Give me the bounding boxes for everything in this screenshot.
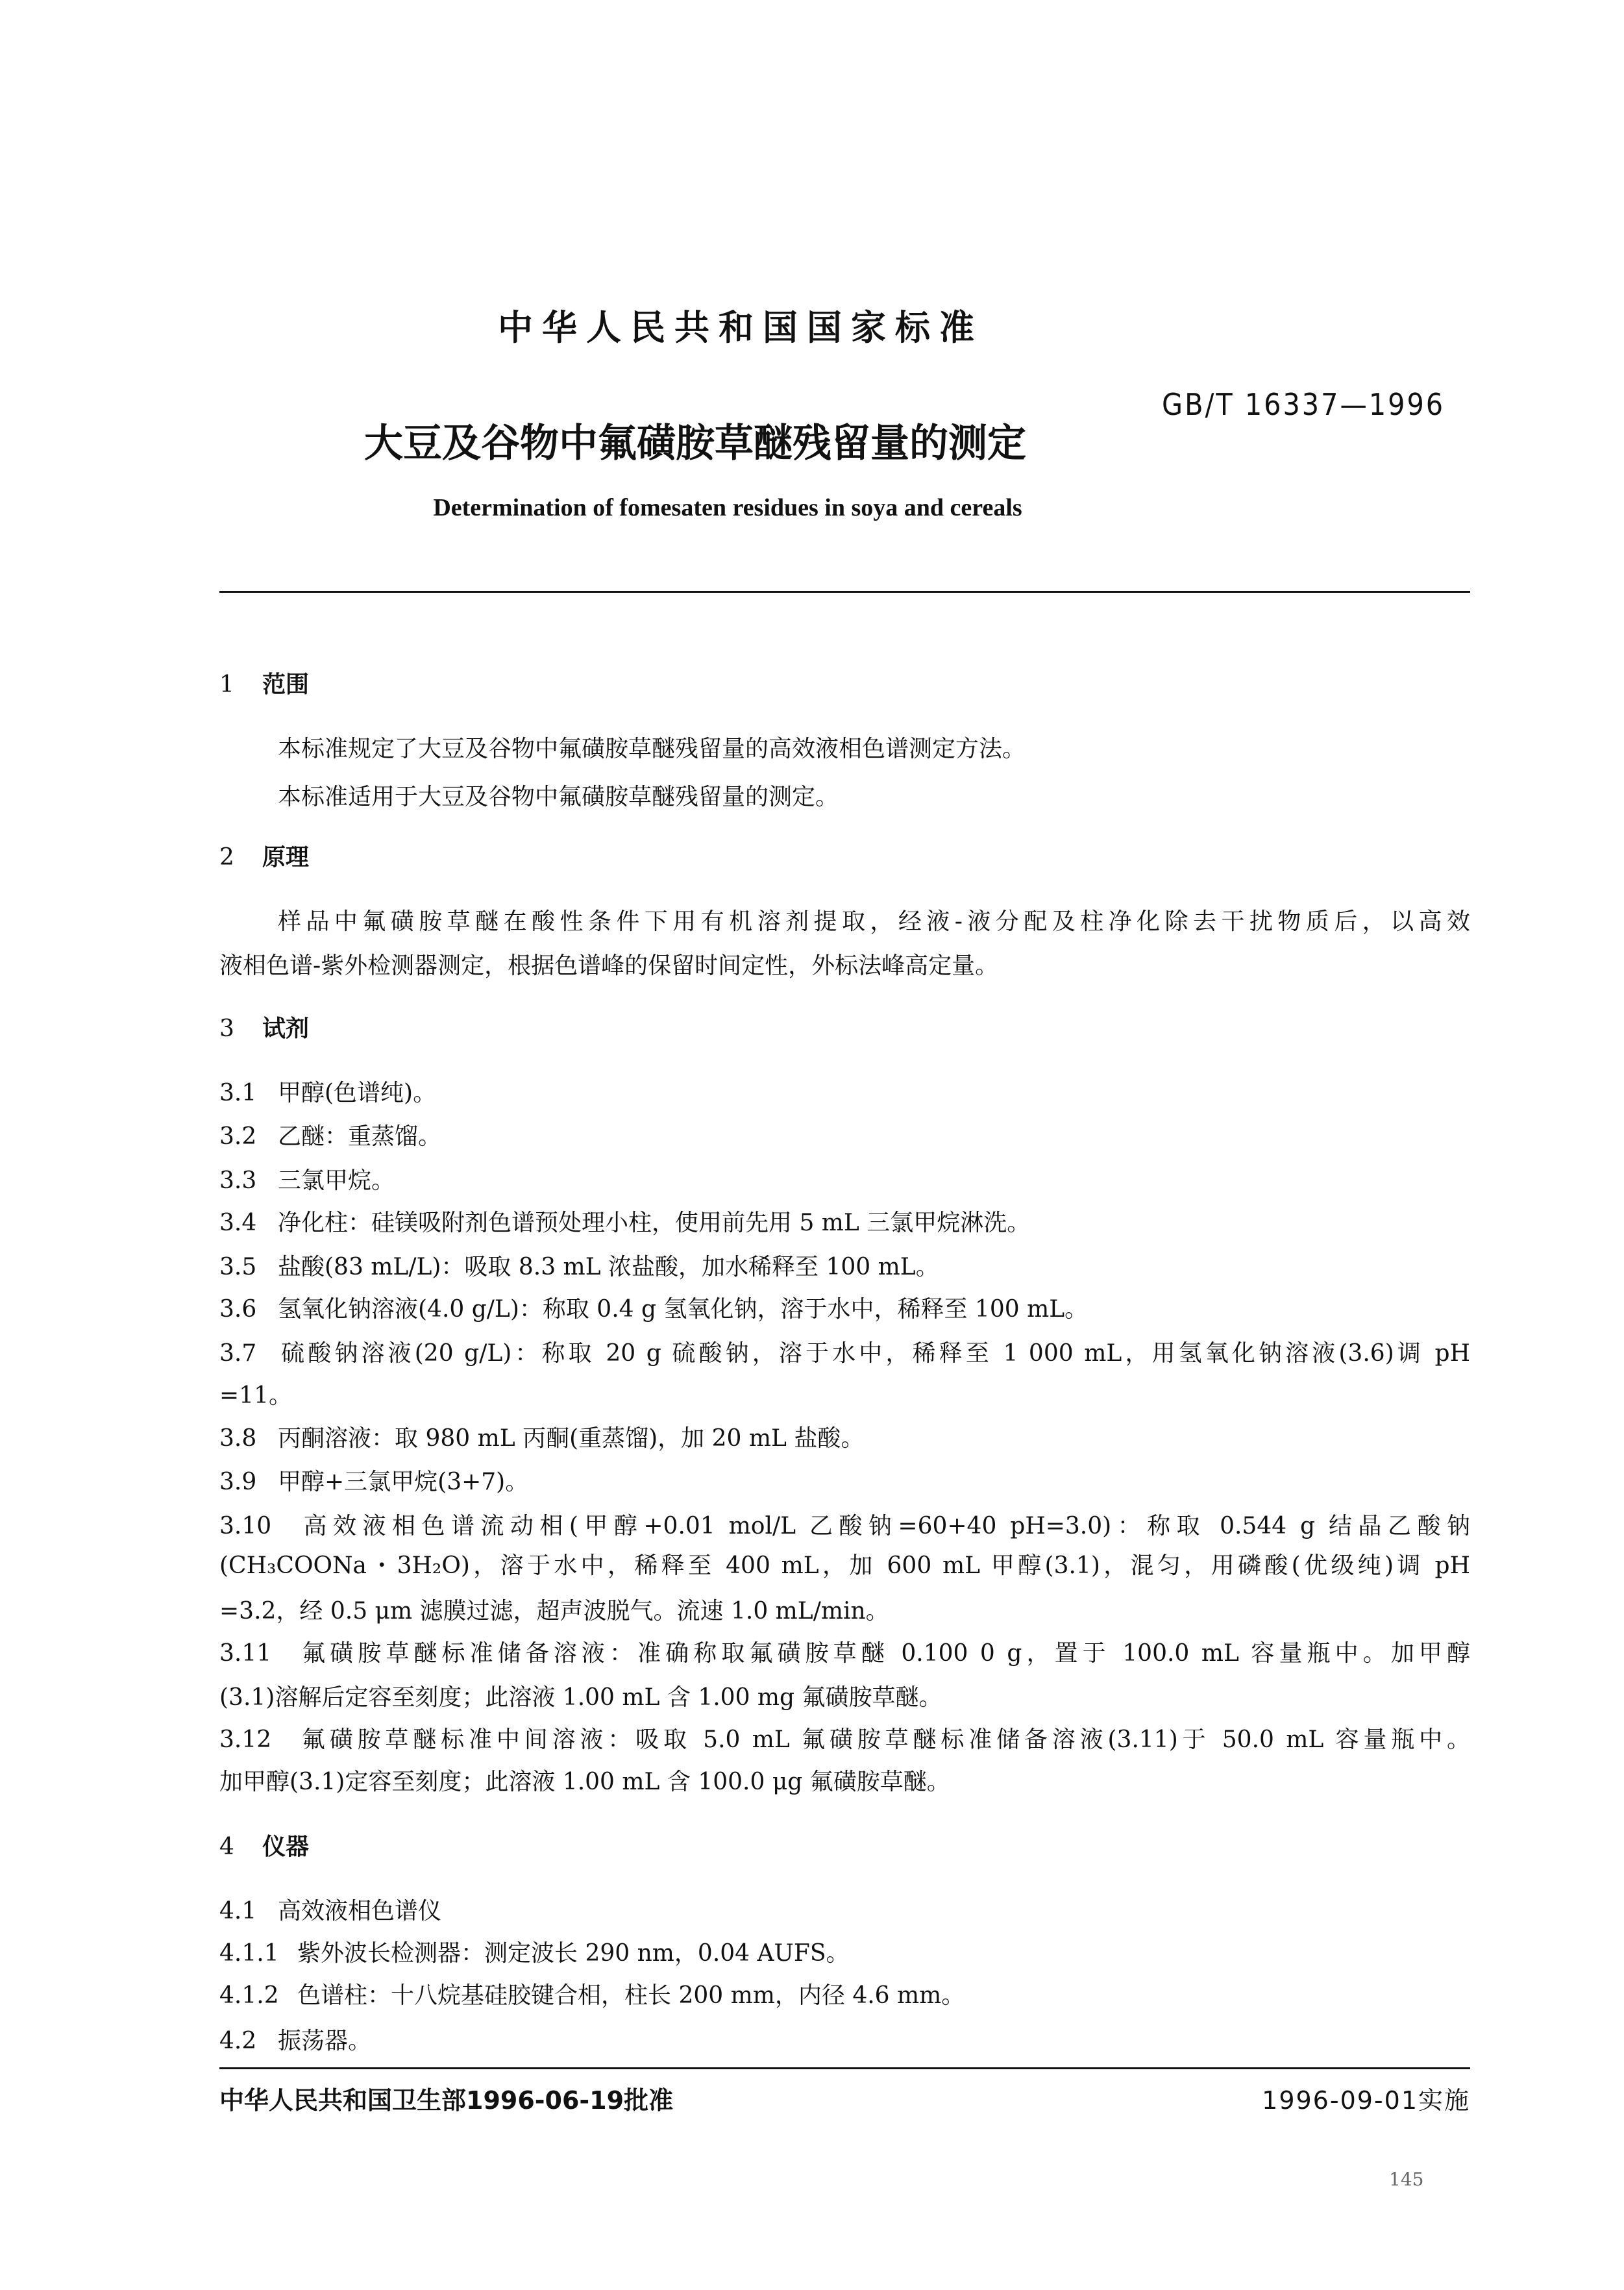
approval-line: 中华人民共和国卫生部1996-06-19批准 [219,2086,674,2115]
list-item [219,1468,528,1497]
item-text: 氢氧化钠溶液(4.0 g/L)：称取 0.4 g 氢氧化钠，溶于水中，稀释至 100 mL。 [278,1296,1089,1323]
item-number: 3.4 [219,1210,257,1236]
list-item [219,1123,441,1151]
list-item [219,1339,1470,1368]
section-title: 范围 [262,671,310,698]
item-text: 丙酮溶液：取 980 mL 丙酮(重蒸馏)，加 20 mL 盐酸。 [278,1425,865,1452]
item-text: 盐酸(83 mL/L)：吸取 8.3 mL 浓盐酸，加水稀释至 100 mL。 [278,1254,939,1280]
section-2-heading [219,843,309,872]
section-number: 3 [219,1015,234,1042]
list-item [219,1253,939,1282]
item-text: 高效液相色谱仪 [278,1898,442,1924]
paragraph-line: 本标准适用于大豆及谷物中氟磺胺草醚残留量的测定。 [278,784,839,810]
item-continuation: =3.2，经 0.5 μm 滤膜过滤，超声波脱气。流速 1.0 mL/min。 [219,1598,889,1624]
list-item [219,2027,371,2056]
section-number: 1 [219,671,234,698]
paragraph-line: 本标准规定了大豆及谷物中氟磺胺草醚残留量的高效液相色谱测定方法。 [278,736,1026,762]
item-continuation: 加甲醇(3.1)定容至刻度；此溶液 1.00 mL 含 100.0 μg 氟磺胺草醚。 [219,1769,950,1795]
item-text: 色谱柱：十八烷基硅胶键合相，柱长 200 mm，内径 4.6 mm。 [297,1982,965,2009]
item-text: 紫外波长检测器：测定波长 290 nm，0.04 AUFS。 [297,1940,850,1967]
item-number: 3.1 [219,1080,257,1106]
item-number: 3.5 [219,1254,257,1280]
item-continuation: (CH₃COONa・3H₂O)，溶于水中，稀释至 400 mL，加 600 mL 甲醇(3.1)，混匀，用磷酸(优级纯)调 pH [219,1552,1470,1579]
list-item [219,1425,864,1453]
org-title: 中华人民共和国国家标准 [498,307,983,348]
item-number: 4.1.2 [219,1982,279,2009]
standard-code: GB/T 16337—1996 [1162,387,1446,422]
footer-rule [219,2067,1470,2069]
list-item [219,1167,395,1195]
item-number: 3.12 [219,1726,272,1753]
header-rule [219,591,1470,593]
item-text: 高效液相色谱流动相(甲醇+0.01 mol/L 乙酸钠=60+40 pH=3.0)：称取 0.544 g 结晶乙酸钠 [297,1513,1470,1539]
item-text: 氟磺胺草醚标准储备溶液：准确称取氟磺胺草醚 0.100 0 g，置于 100.0 mL 容量瓶中。加甲醇 [297,1640,1470,1667]
item-number: 3.8 [219,1425,257,1452]
section-3-heading [219,1015,309,1043]
item-number: 3.11 [219,1640,272,1667]
item-text: 净化柱：硅镁吸附剂色谱预处理小柱，使用前先用 5 mL 三氯甲烷淋洗。 [278,1210,1031,1236]
section-title: 原理 [262,844,310,871]
section-4-heading [219,1833,309,1861]
page-number: 145 [1389,2169,1424,2190]
item-number: 4.1.1 [219,1940,279,1967]
section-title: 试剂 [262,1015,310,1042]
item-text: 甲醇(色谱纯)。 [278,1080,437,1106]
paragraph-line: 液相色谱-紫外检测器测定，根据色谱峰的保留时间定性，外标法峰高定量。 [219,952,999,979]
item-text: 氟磺胺草醚标准中间溶液：吸取 5.0 mL 氟磺胺草醚标准储备溶液(3.11)于 50.0 mL 容量瓶中。 [297,1726,1470,1753]
item-number: 3.7 [219,1340,257,1367]
list-item [219,1726,1470,1754]
item-text: 三氯甲烷。 [278,1167,395,1194]
item-text: 硫酸钠溶液(20 g/L)：称取 20 g 硫酸钠，溶于水中，稀释至 1 000 mL，用氢氧化钠溶液(3.6)调 pH [278,1340,1470,1367]
item-number: 4.1 [219,1898,257,1924]
english-title: Determination of fomesaten residues in soya and cereals [433,494,1022,521]
document-title: 大豆及谷物中氟磺胺草醚残留量的测定 [364,421,1026,466]
item-number: 3.9 [219,1469,257,1495]
list-item [219,1209,1030,1238]
list-item [219,1512,1470,1541]
list-item [219,1939,850,1968]
section-number: 2 [219,844,234,871]
section-number: 4 [219,1834,234,1860]
paragraph-line: 样品中氟磺胺草醚在酸性条件下用有机溶剂提取，经液-液分配及柱净化除去干扰物质后，以高效 [278,908,1470,935]
item-continuation: =11。 [219,1382,292,1409]
list-item [219,1639,1470,1668]
item-number: 3.3 [219,1167,257,1194]
list-item [219,1897,441,1926]
item-number: 3.2 [219,1123,257,1150]
list-item [219,1079,436,1108]
item-text: 振荡器。 [278,2028,372,2054]
item-number: 3.10 [219,1513,272,1539]
item-text: 甲醇+三氯甲烷(3+7)。 [278,1469,529,1495]
item-text: 乙醚：重蒸馏。 [278,1123,442,1150]
item-number: 4.2 [219,2028,257,2054]
list-item [219,1982,965,2010]
effective-date: 1996-09-01实施 [1262,2086,1470,2115]
item-continuation: (3.1)溶解后定容至刻度；此溶液 1.00 mL 含 1.00 mg 氟磺胺草醚。 [219,1684,942,1711]
section-1-heading [219,671,309,699]
list-item [219,1295,1088,1324]
section-title: 仪器 [262,1834,310,1860]
item-number: 3.6 [219,1296,257,1323]
